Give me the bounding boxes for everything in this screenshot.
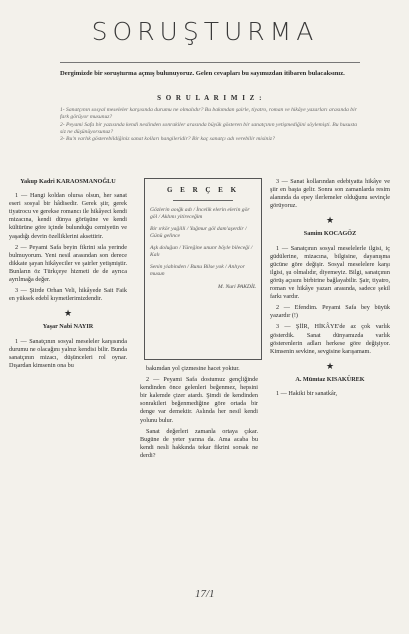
poem-stanza: Gözlerin aoığk adı / İncelik elerin elerin gör göl / Aklımı yitireceğim xyxy=(150,207,250,221)
intro-text: Dergimizde bir soruşturma açmış bulunuyoruz. Gelen cevapları bu sayımızdan itibaren bulacaksınız. xyxy=(60,70,345,77)
column-right xyxy=(270,178,390,401)
answer-paragraph: 1 — Sanatçının sosyal meselelerle ilgisi, iç güdülerine, mizacına, bilgisine, dayanışma gücüne göre değişir. Sosyal meselelere karşı ilgisi, şu olmalıdır, diyemeyiz. Bilgi, sanatçının görüş açısını birbirine bağlayabilir. Şair, tiyatro, roman ve hikâye yazarı arasında, sadece şekil farkı vardır. xyxy=(270,244,390,301)
poem-title: G E R Ç E K xyxy=(166,186,240,194)
star-separator: ★ xyxy=(63,308,73,319)
answer-paragraph: Sanat değerleri zamanla ortaya çıkar. Bugüne de yeter yarına da. Ama acaba bu kendi nesli hakkında tekar fikrini sorsak ne derdi? xyxy=(140,427,258,459)
star-separator: ★ xyxy=(325,360,335,371)
poem-stanza: Aşk doluğun / Yüreğine ununr böyle bileceği / Kalı xyxy=(150,245,253,259)
author-name: Yaşar Nabi NAYIR xyxy=(42,323,94,331)
answer-paragraph: 2 — Peyami Safa beyin fikrini sıla yerinde bulmuyorum. Yeni nesil arasından son derece dikkate şayan hikâyeciler ve şairler yetişmiştir. Bunların öz Türkçeye hizmeti de de ayrıca ayrılmağa değer. xyxy=(9,243,127,284)
answer-paragraph: 2 — Efendim. Peyami Safa bey büyük yazardır (!) xyxy=(270,304,390,320)
answer-paragraph: 2 — Peyami Safa dostumuz gençliğinde kendinden önce gelenleri beğenmez, hepsini bir kalemde çizer atardı. Şimdi de kendinden sonrakileri beğenmediğine göre ortada bir denge var demektir. Aslında her nesil kendi yolunu bulur. xyxy=(140,376,258,424)
poem-stanza: Senin yiabinden / Bunu Bilse yok / Anlıyor musun xyxy=(150,264,245,278)
question-item: 3- Bu'n varlık gösterebildiğiniz sanat kolları hangileridir? Bir kaç sanatçı adı verebilir misiniz? xyxy=(60,136,275,143)
answer-paragraph: 3 — Şiirde Orhan Veli, hikâyede Sait Faik en yüksek edebî kıymetlerimizdendir. xyxy=(9,287,127,303)
question-item: 1- Sanatçının sosyal meseleler karşısında durumu ne olmalıdır? Bu bakımdan şairle, tiyatro, roman ve hikâye yazarları arasında bir fark görüyor musunuz? xyxy=(60,107,357,121)
poem-rule xyxy=(173,200,233,201)
answer-paragraph: 1 — Hangi koldan olursa olsun, her sanat eseri sosyal bir hâdisedir. Gerek şiir, gerek tiyatrocu ve gerekse romancı ile hikâyeci kendi mizacına, kendi dünya görüşüne ve kendi kültürüne göre içinde bulunduğu cemiyetin ve yaşadığı devrin özelliklerini aksettirir. xyxy=(9,192,127,240)
answer-paragraph: 1 — Sanatçının sosyal meseleler karşısında durumu ne olacağını yalnız kendisi bilir. Bunda sanatçının mizacı, düşünceleri rol oynar. Dışardan kimsenin ona bu xyxy=(9,337,127,369)
column-left xyxy=(9,178,127,373)
answer-paragraph: 1 — Hakiki bir sanatkâr, xyxy=(276,389,338,397)
star-separator: ★ xyxy=(325,215,335,226)
page-number: 17/1 xyxy=(195,588,215,600)
author-name: Samim KOCAGÖZ xyxy=(303,230,357,238)
answer-paragraph: bakımdan yol çizmesine hacet yoktur. xyxy=(146,365,240,372)
questions-list xyxy=(60,107,364,143)
column-middle xyxy=(140,365,258,463)
poet-name: M. Nuri PAKDİL xyxy=(218,284,256,291)
poem-box xyxy=(144,178,262,360)
answer-paragraph: 3 — ŞİİR, HİKÂYE'de az çok varlık gösterdik. Sanat dünyamızda varlık gösterenlerin adları herkese göre değişiyor. Kimsenin sevkine, sevgisine karışamam. xyxy=(270,323,390,355)
answer-paragraph: 3 — Sanat kollarından edebiyatta hikâye ve şiir en başta gelir. Sonra son zamanlarda resim alanında da epey ilerlemeler olduğunu sevinçle görüyoruz. xyxy=(270,178,390,210)
poem-body xyxy=(150,207,256,278)
poem-stanza: Bir ırkör yağilli / Yağmur göl dam'aşerdir / Günü gelince xyxy=(150,226,247,240)
top-rule xyxy=(60,62,360,63)
author-name: A. Mümtaz KISAKÜREK xyxy=(295,375,365,383)
question-item: 2- Peyami Safa bir yazısında kendi neslinden sonrakiler arasında büyük gösteren bir sanatçının yetişmediğini söylemişti. Bu hususta siz ne düşünüyorsunuz? xyxy=(60,121,358,135)
author-name: Yakup Kadri KARAOSMANOĞLU xyxy=(20,178,116,185)
masthead-title: SORUŞTURMA xyxy=(91,17,319,46)
questions-heading: S O R U L A R I M I Z : xyxy=(157,94,263,102)
